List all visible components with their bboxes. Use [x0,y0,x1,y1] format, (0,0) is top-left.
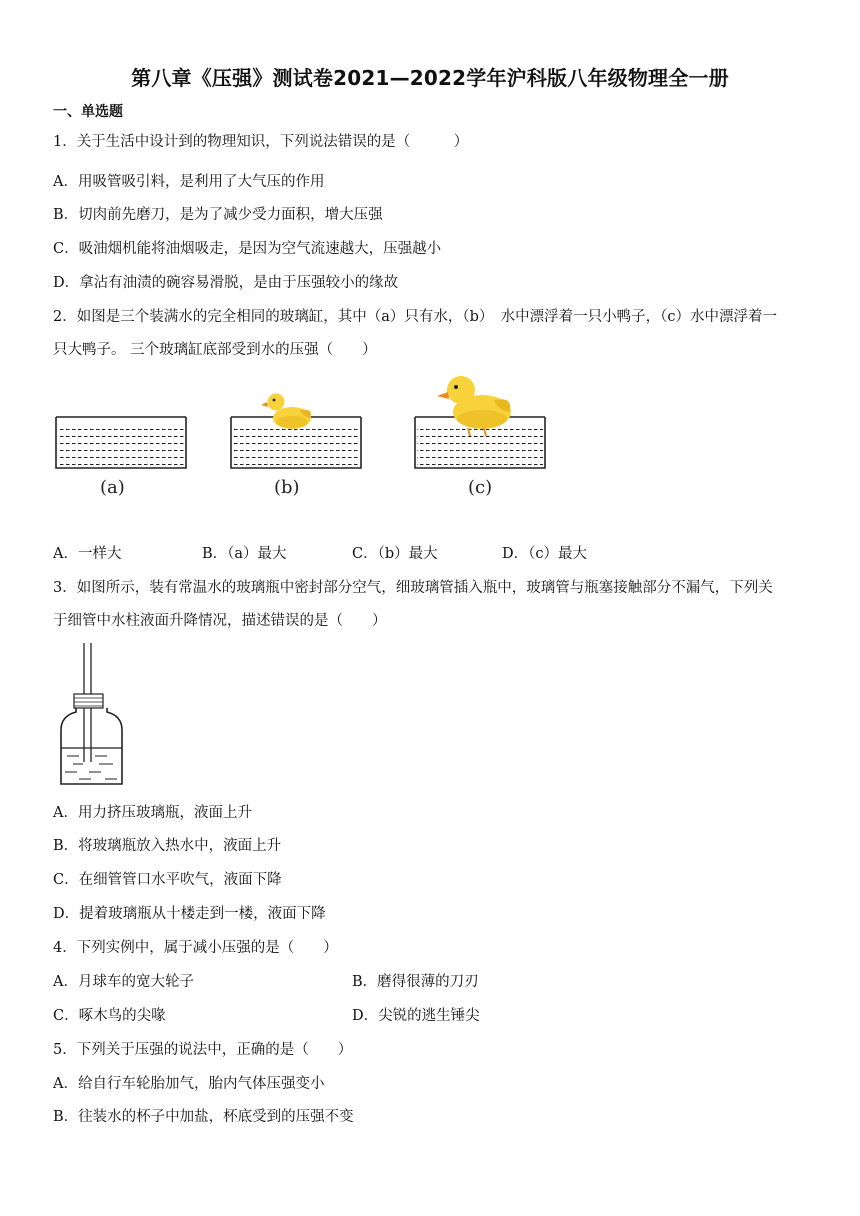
section-heading: 一、单选题 [53,104,123,120]
q3-option-b: B．将玻璃瓶放入热水中，液面上升 [53,838,282,854]
q4-stem: 4．下列实例中，属于减小压强的是（ ） [53,940,338,956]
q5-option-b: B．往装水的杯子中加盐，杯底受到的压强不变 [53,1109,354,1125]
q3-option-a: A．用力挤压玻璃瓶，液面上升 [53,805,252,821]
q2-option-c: C．（b）最大 [352,546,438,562]
page-title: 第八章《压强》测试卷2021—2022学年沪科版八年级物理全一册 [131,66,729,90]
q4-option-c: C．啄木鸟的尖喙 [53,1008,166,1024]
q4-option-a: A．月球车的宽大轮子 [53,974,194,990]
fig-label-a: (a) [100,477,125,498]
q3-stem-line1: 3．如图所示，装有常温水的玻璃瓶中密封部分空气，细玻璃管插入瓶中，玻璃管与瓶塞接触部分不漏气，下列关 [53,580,773,596]
q5-option-a: A．给自行车轮胎加气，胎内气体压强变小 [53,1076,325,1092]
q3-option-c: C．在细管管口水平吹气，液面下降 [53,872,282,888]
q2-stem-line1: 2．如图是三个装满水的完全相同的玻璃缸，其中（a）只有水，（b） 水中漂浮着一只小鸭子，（c）水中漂浮着一 [53,309,778,325]
tank-a [56,417,186,468]
q4-option-d: D．尖锐的逃生锤尖 [352,1008,480,1024]
q2-option-b: B．（a）最大 [202,546,287,562]
q2-option-d: D．（c）最大 [502,546,587,562]
q3-bottle-figure [55,640,135,790]
q4-option-b: B．磨得很薄的刀刃 [352,974,479,990]
q1-stem: 1．关于生活中设计到的物理知识，下列说法错误的是（ ） [53,134,469,150]
q3-option-d: D．提着玻璃瓶从十楼走到一楼，液面下降 [53,906,326,922]
q2-stem-line2: 只大鸭子。 三个玻璃缸底部受到水的压强（ ） [53,342,377,358]
fig-label-b: (b) [274,477,300,498]
q1-option-d: D．拿沾有油渍的碗容易滑脱，是由于压强较小的缘故 [53,275,399,291]
q1-option-c: C．吸油烟机能将油烟吸走，是因为空气流速越大，压强越小 [53,241,442,257]
q1-option-a: A．用吸管吸引料，是利用了大气压的作用 [53,174,325,190]
q5-stem: 5．下列关于压强的说法中，正确的是（ ） [53,1042,353,1058]
q2-figure [0,370,860,500]
q3-stem-line2: 于细管中水柱液面升降情况，描述错误的是（ ） [53,613,387,629]
q1-option-b: B．切肉前先磨刀，是为了减少受力面积，增大压强 [53,207,383,223]
q2-option-a: A．一样大 [53,546,122,562]
fig-label-c: (c) [468,477,493,498]
